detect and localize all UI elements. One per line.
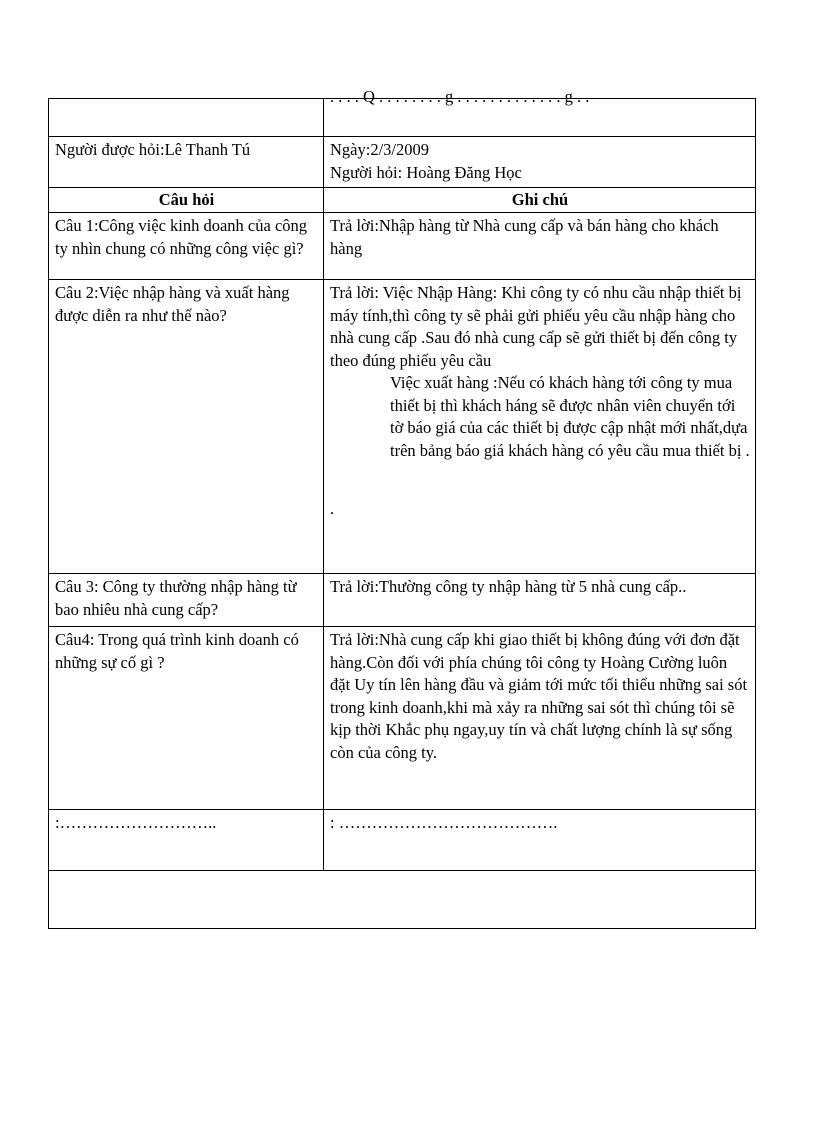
clipped-cell-right — [324, 87, 756, 137]
empty-cell — [49, 871, 756, 929]
column-header-note: Ghi chú — [324, 188, 756, 213]
interview-table — [48, 87, 756, 929]
answer-text: nhà cung cấp .Sau đó nhà cung cấp sẽ gửi thiết bị đến công ty theo đúng phiếu yêu cầu — [330, 328, 738, 370]
date-interviewer-cell — [324, 137, 756, 188]
table-row — [49, 627, 756, 810]
interview-date: Ngày:2/3/2009 — [330, 140, 429, 159]
answer-cell — [324, 213, 756, 280]
answer-text: Việc xuất hàng :Nếu có khách hàng tới công ty mua thiết bị thì khách háng sẽ được nhân viên chuyển tới tờ báo giá của các thiết bị được cập nhật mới nhất,dựa trên bảng báo giá khách hàng có yêu cầu mua thiết bị . — [390, 373, 750, 460]
answer-cell — [324, 574, 756, 627]
table-row — [49, 280, 756, 574]
answer-text: Trả lời:Nhà cung cấp khi giao thiết bị không đúng với đơn đặt hàng.Còn đối với phía chúng tôi công ty Hoàng Cường luôn đặt Uy tín lên hàng đầu và giảm tới mức tối thiểu những sai sót trong kinh doanh,khi mà xảy ra những sai sót thì chúng tôi sẽ kịp thời Khắc phụ ngay,uy tín và chất lượng chính là sự sống còn của công ty. — [330, 630, 748, 762]
question-cell: Câu 2:Việc nhập hàng và xuất hàng được diễn ra như thế nào? — [49, 280, 324, 574]
answer-text: Trả lời: Việc Nhập Hàng: Khi công ty có nhu cầu nhập thiết bị máy tính,thì công ty sẽ phải gửi phiếu yêu cầu nhập hàng cho — [330, 283, 742, 325]
blank-answer-row — [49, 810, 756, 871]
column-header-question: Câu hỏi — [49, 188, 324, 213]
blank-answer-cell: : …………………………………. — [324, 810, 756, 871]
question-cell: Câu 1:Công việc kinh doanh của công ty nhìn chung có những công việc gì? — [49, 213, 324, 280]
blank-question-cell: :……………………….. — [49, 810, 324, 871]
clipped-row — [49, 99, 756, 137]
answer-text: . — [330, 499, 335, 518]
table-row — [49, 574, 756, 627]
question-cell: Câu4: Trong quá trình kinh doanh có những sự cố gì ? — [49, 627, 324, 810]
answer-cell — [324, 280, 756, 574]
table-header-row — [49, 188, 756, 213]
answer-cell — [324, 627, 756, 810]
clipped-text: . . . . Q . . . . . . . . g . . . . . . . . . . . . . g . . — [330, 87, 590, 106]
clipped-cell-left — [49, 99, 324, 137]
table-row — [49, 213, 756, 280]
answer-text: Trả lời:Nhập hàng từ Nhà cung cấp và bán hàng cho khách hàng — [330, 216, 719, 258]
question-cell: Câu 3: Công ty thường nhập hàng từ bao nhiêu nhà cung cấp? — [49, 574, 324, 627]
empty-row — [49, 871, 756, 929]
answer-text: Trả lời:Thường công ty nhập hàng từ 5 nhà cung cấp.. — [330, 577, 687, 596]
interviewee-cell — [49, 137, 324, 188]
interviewee: Người được hỏi:Lê Thanh Tú — [55, 140, 251, 159]
interviewer: Người hỏi: Hoàng Đăng Học — [330, 162, 522, 182]
meta-row — [49, 137, 756, 188]
